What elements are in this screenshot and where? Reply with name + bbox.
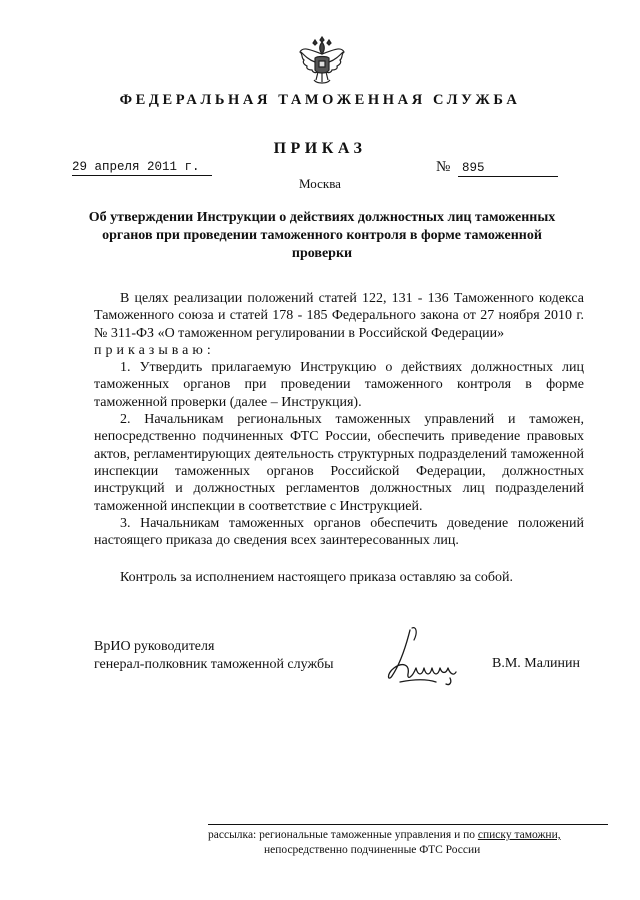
distribution-label: рассылка: bbox=[208, 829, 257, 841]
control-paragraph: Контроль за исполнением настоящего приказа оставляю за собой. bbox=[120, 570, 514, 585]
distribution-text: региональные таможенные управления и по bbox=[259, 829, 476, 841]
distribution-list bbox=[208, 828, 608, 858]
distribution-text-underlined: списку таможни, bbox=[477, 829, 561, 841]
item-2-paragraph: 2. Начальникам региональных таможенных управлений и таможен, непосредственно подчиненных ФТС России, обеспечить приведение правовых актов, регламентирующих деятельность структурных подразделений таможенной инспекции таможенных органов Российской Федерации, должностных инструкций и должностных регламентов должностных лиц подразделений таможенной инспекции в соответствие с Инструкцией. bbox=[94, 412, 584, 514]
subject-line: органов при проведении таможенного контроля в форме таможенной bbox=[102, 228, 542, 243]
city-name: Москва bbox=[299, 176, 341, 191]
order-body bbox=[94, 290, 584, 549]
handwritten-signature bbox=[380, 624, 470, 690]
coat-of-arms-emblem bbox=[297, 36, 347, 88]
subject-line: проверки bbox=[291, 246, 353, 261]
order-number-label: № bbox=[436, 159, 451, 175]
agency-name: ФЕДЕРАЛЬНАЯ ТАМОЖЕННАЯ СЛУЖБА bbox=[119, 92, 521, 108]
item-1-paragraph: 1. Утвердить прилагаемую Инструкцию о действиях должностных лиц таможенных органов при проведении таможенного контроля в форме таможенной проверки (далее – Инструкция). bbox=[94, 360, 584, 410]
distribution-text: непосредственно подчиненные ФТС России bbox=[264, 844, 481, 856]
item-3-paragraph: 3. Начальникам таможенных органов обеспечить доведение положений настоящего приказа до сведения всех заинтересованных лиц. bbox=[94, 515, 584, 549]
signatory-role-line: генерал-полковник таможенной службы bbox=[94, 657, 334, 672]
document-type-title: ПРИКАЗ bbox=[273, 140, 367, 157]
signatory-role bbox=[94, 638, 333, 674]
distribution-divider bbox=[208, 824, 608, 825]
subject-line: Об утверждении Инструкции о действиях должностных лиц таможенных bbox=[88, 210, 556, 225]
signatory-name: В.М. Малинин bbox=[492, 656, 581, 671]
order-number: 895 bbox=[458, 161, 558, 177]
command-word: приказываю: bbox=[94, 342, 215, 358]
preamble-paragraph: В целях реализации положений статей 122, 131 - 136 Таможенного кодекса Таможенного союза и статей 178 - 185 Федерального закона от 27 ноября 2010 г. № 311-ФЗ «О таможенном регулировании в Российской Федерации» bbox=[94, 291, 584, 341]
signatory-role-line: ВрИО руководителя bbox=[94, 639, 215, 654]
order-subject bbox=[80, 209, 564, 263]
order-date: 29 апреля 2011 г. bbox=[72, 160, 212, 176]
